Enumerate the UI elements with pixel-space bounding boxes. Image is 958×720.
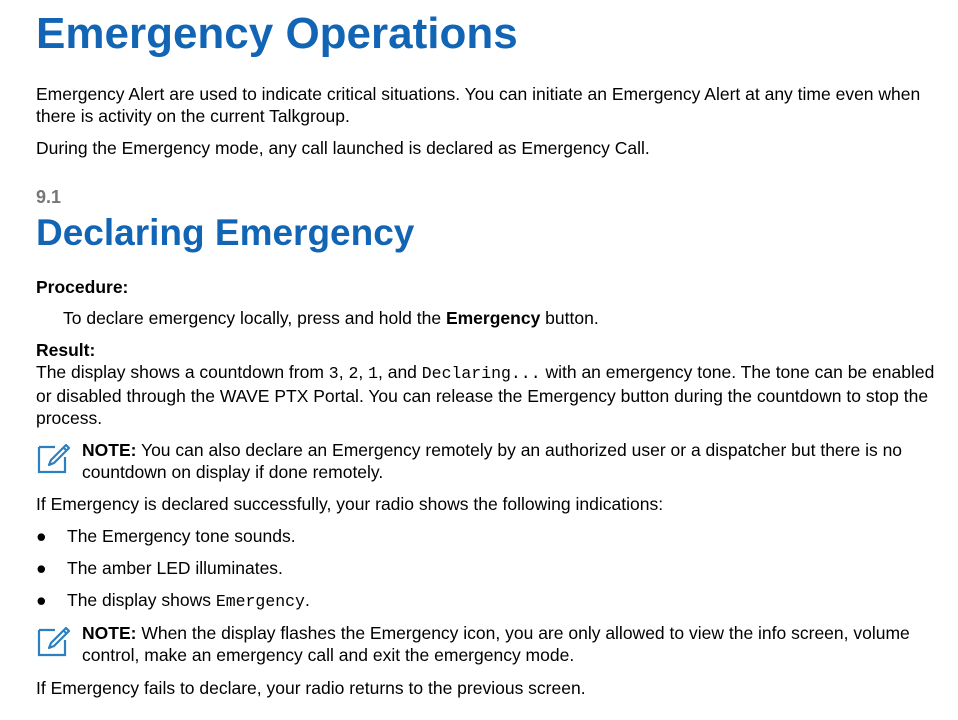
section-title: Declaring Emergency (36, 212, 415, 253)
note-body-1: You can also declare an Emergency remotely by an authorized user or a dispatcher but there is no countdown on display if done remotely. (82, 440, 903, 482)
result-text-4: , and (377, 362, 422, 382)
note-pencil-icon (36, 624, 70, 658)
bullet-icon: ● (36, 590, 47, 610)
procedure-emergency-bold: Emergency (445, 308, 541, 328)
bullet-3-suffix: . (304, 590, 310, 610)
countdown-value-2: 2 (348, 364, 359, 383)
result-text-1: The display shows a countdown from (36, 362, 329, 382)
result-text-5: with an emergency tone. The tone can be enabled or disabled through the WAVE PTX Portal. You can release the Emergency button during the countdown to stop the process. (36, 362, 935, 428)
result-text-3: , (358, 362, 369, 382)
result-paragraph (36, 361, 940, 429)
countdown-value-3: 3 (328, 364, 339, 383)
section-number: 9.1 (36, 187, 62, 207)
bullet-text-3 (67, 589, 310, 613)
emergency-display-text: Emergency (215, 592, 305, 611)
note-text-1 (82, 439, 940, 483)
countdown-value-1: 1 (368, 364, 378, 383)
list-item (36, 557, 940, 579)
procedure-step (63, 307, 940, 329)
list-item (36, 589, 940, 611)
result-text-2: , (338, 362, 349, 382)
note-label-2: NOTE: (82, 623, 137, 643)
declaring-display-text: Declaring... (421, 364, 541, 383)
result-label: Result: (36, 340, 96, 360)
success-intro: If Emergency is declared successfully, your radio shows the following indications: (36, 494, 664, 514)
note-pencil-icon (36, 441, 70, 475)
note-label-1: NOTE: (82, 440, 137, 460)
bullet-text-1: The Emergency tone sounds. (67, 526, 296, 546)
procedure-text-prefix: To declare emergency locally, press and hold the (63, 308, 446, 328)
bullet-3-prefix: The display shows (67, 590, 216, 610)
bullet-icon: ● (36, 558, 47, 578)
fail-paragraph: If Emergency fails to declare, your radio returns to the previous screen. (36, 678, 586, 698)
intro-paragraph-1: Emergency Alert are used to indicate critical situations. You can initiate an Emergency Alert at any time even when there is activity on the current Talkgroup. (36, 84, 921, 126)
page-title: Emergency Operations (36, 9, 518, 58)
note-text-2 (82, 622, 940, 666)
bullet-text-2: The amber LED illuminates. (67, 558, 283, 578)
procedure-text-suffix: button. (540, 308, 599, 328)
list-item (36, 525, 940, 547)
intro-paragraph-2: During the Emergency mode, any call launched is declared as Emergency Call. (36, 138, 650, 158)
bullet-icon: ● (36, 526, 47, 546)
note-body-2: When the display flashes the Emergency icon, you are only allowed to view the info screen, volume control, make an emergency call and exit the emergency mode. (82, 623, 910, 665)
procedure-label: Procedure: (36, 277, 129, 297)
